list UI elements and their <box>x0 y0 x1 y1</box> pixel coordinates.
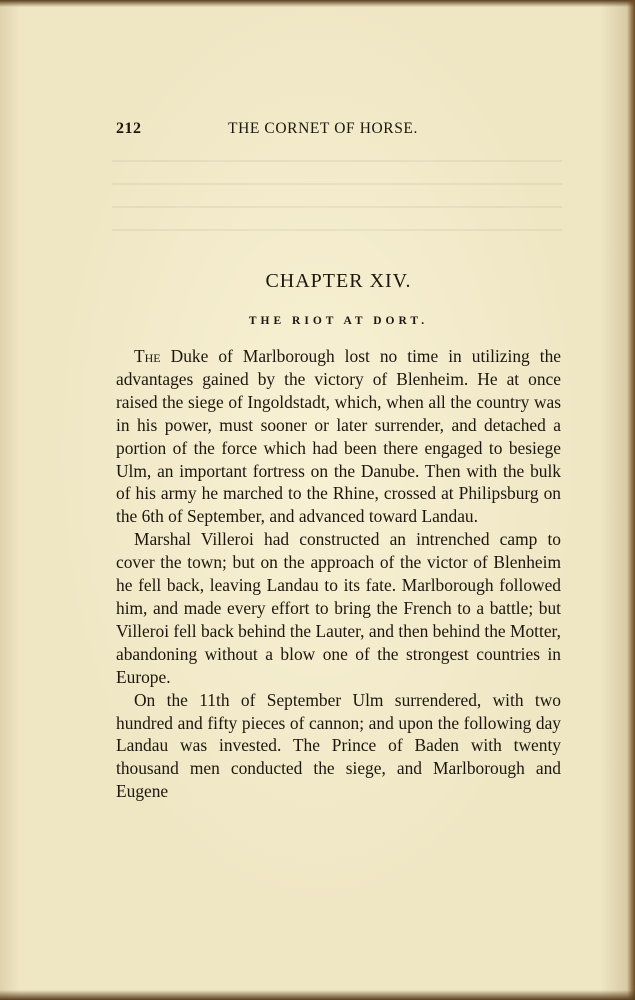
chapter-subtitle: THE RIOT AT DORT. <box>248 315 429 327</box>
page-number: 212 <box>116 120 142 137</box>
running-header <box>116 120 561 142</box>
body-text <box>116 345 561 803</box>
show-through-bleed <box>112 160 562 250</box>
paragraph-3 <box>116 689 561 804</box>
paragraph-text: Duke of Marlborough lost no time in utilizing the advantages gained by the victory of Blenheim. He at once raised the siege of Ingoldstadt, which, when all the country was in his power, must sooner or later surrender, and detached a portion of the force which had been there engaged to besiege Ulm, an important fortress on the Danube. Then with the bulk of his army he marched to the Rhine, crossed at Philipsburg on the 6th of September, and advanced toward Landau. <box>116 346 561 527</box>
paragraph-text: Marshal Villeroi had constructed an intrenched camp to cover the town; but on the approach of the victor of Blenheim he fell back, leaving Landau to its fate. Marlborough followed him, and made every effort to bring the French to a battle; but Villeroi fell back behind the Lauter, and then behind the Motter, abandoning without a blow one of the strongest countries in Europe. <box>116 529 561 687</box>
page-bottom-edge <box>0 990 635 1000</box>
page-right-edge <box>627 0 635 1000</box>
chapter-title: CHAPTER XIV. <box>265 270 412 292</box>
paragraph-2 <box>116 528 561 688</box>
page-top-edge <box>0 0 635 7</box>
paragraph-1 <box>116 345 561 528</box>
running-title: THE CORNET OF HORSE. <box>228 120 418 137</box>
lead-word: The <box>134 346 161 366</box>
paragraph-text: On the 11th of September Ulm surrendered, with two hundred and fifty pieces of cannon; and upon the following day Landau was invested. The Prince of Baden with twenty thousand men conducted the siege, and Marlborough and Eugene <box>116 689 561 802</box>
